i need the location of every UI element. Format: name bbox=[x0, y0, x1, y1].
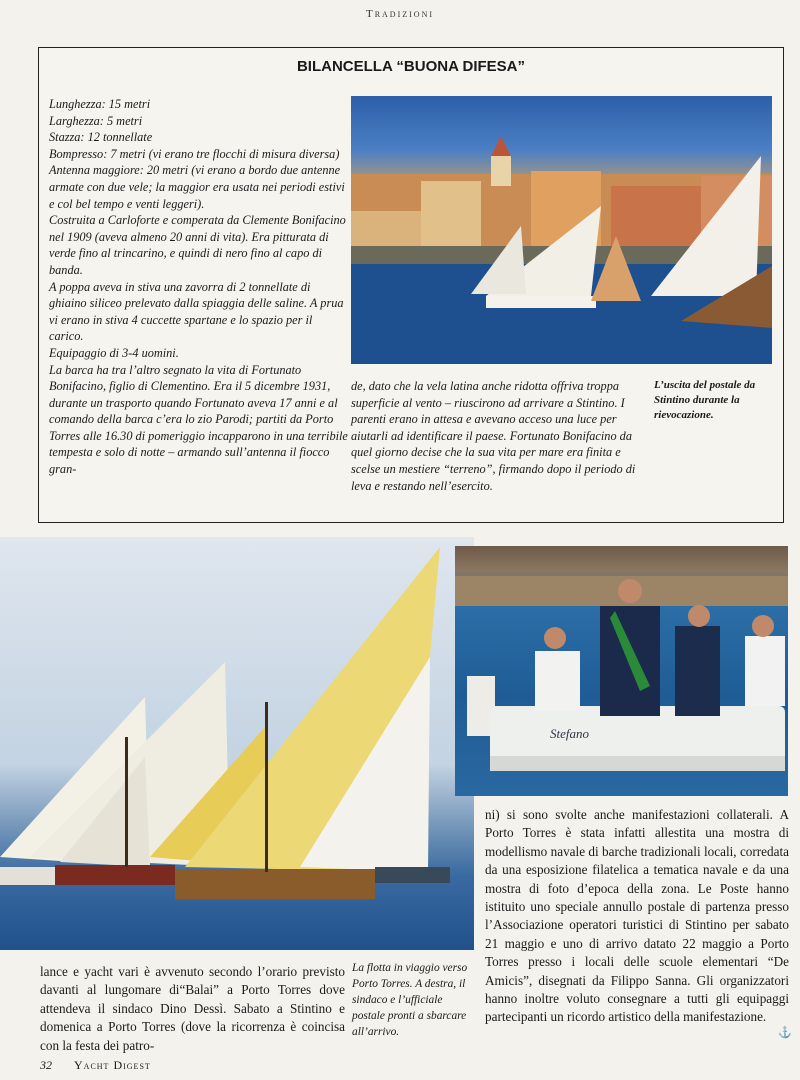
spec-list bbox=[49, 96, 349, 478]
spec-ballast: A poppa aveva in stiva una zavorra di 2 tonnellate di ghiaino siliceo prelevato dalla spiaggia delle saline. A prua vi erano in stiva 4 cuccette spartane e lo spazio per il carico. bbox=[49, 279, 344, 344]
spec-crew: Equipaggio di 3-4 uomini. bbox=[49, 345, 179, 360]
section-header: Tradizioni bbox=[365, 8, 435, 20]
anchor-icon: ⚓ bbox=[778, 1027, 792, 1039]
sidebar-story-continued: de, dato che la vela latina anche ridotta offriva troppa superficie al vento – riuscirono ad arrivare a Stintino. I parenti erano in attesa e avevano acceso una luce per aiutarli ad identificare il paese. Fortunato Bonifacino da quel giorno decise che la sua vita per mare era finita e scelse un mestiere “terreno”, firmando dopo il periodo di leva e restando nell’esercito. bbox=[351, 379, 636, 493]
page-number: 32 bbox=[40, 1058, 52, 1072]
sidebar-title: BILANCELLA “BUONA DIFESA” bbox=[296, 58, 526, 75]
article-column-left: lance e yacht vari è avvenuto secondo l’orario previsto davanti al lungomare di“Balai” a Porto Torres dove attendeva il sindaco Dino Dessì. Sabato a Stintino e domenica a Porto Torres (dove la ricorrenza è coincisa con la festa dei patro- bbox=[40, 964, 345, 1053]
photo-caption-fleet: La flotta in viaggio verso Porto Torres. A destra, il sindaco e l’ufficiale postale pronti a sbarcare all’arrivo. bbox=[352, 962, 468, 1038]
fleet-illustration bbox=[0, 537, 474, 950]
spec-bowsprit: Bompresso: 7 metri (vi erano tre flocchi di misura diversa) bbox=[49, 146, 340, 161]
spec-yard: Antenna maggiore: 20 metri (vi erano a bordo due antenne armate con due vele; la maggior era usata nei periodi estivi e col bel tempo e venti leggeri). bbox=[49, 163, 345, 211]
article-column-right: ni) si sono svolte anche manifestazioni collaterali. A Porto Torres è stata infatti allestita una mostra di modellismo navale di barche tradizionali locali, corredata da una esposizione filatelica a tematica navale e da una mostra di foto d’epoca della zona. Le Poste hanno istituito uno speciale annullo postale di partenza presso l’Associazione operatori turistici di Stintino per sabato 21 maggio e uno di arrivo datato 22 maggio a Porto Torres presso i locali delle scuole elementari “De Amicis”, disegnati da Filippo Sanna. Gli organizzatori hanno inoltre voluto consegnare a tutti gli equipaggi partecipanti un ricordo artistico della manifestazione. bbox=[485, 807, 789, 1025]
magazine-name: Yacht Digest bbox=[74, 1058, 151, 1072]
spec-tonnage: Stazza: 12 tonnellate bbox=[49, 130, 153, 145]
spec-width: Larghezza: 5 metri bbox=[49, 113, 143, 128]
spec-history: Costruita a Carloforte e comperata da Clemente Bonifacino nel 1909 (aveva almeno 20 anni di vita). Era pitturata di verde fino al trincarino, e quindi di nero fino al capo di banda. bbox=[49, 213, 346, 277]
photo-mayor-arrival bbox=[455, 546, 788, 796]
spec-sidebar-box bbox=[38, 47, 784, 523]
photo-stintino-harbor bbox=[351, 96, 772, 364]
arrival-illustration bbox=[455, 546, 788, 796]
photo-fleet-sailing bbox=[0, 537, 474, 950]
spec-story: La barca ha tra l’altro segnato la vita di Fortunato Bonifacino, figlio di Clementino. Era il 5 dicembre 1931, durante un trasporto quando Fortunato aveva 17 anni e al comando della barca c’era lo zio Parodi; partiti da Porto Torres alle 16.30 di pomeriggio incapparono in una terribile tempesta e solo di notte – armando sull’antenna il fiocco gran- bbox=[49, 362, 348, 477]
photo-caption-stintino: L’uscita del postale da Stintino durante la rievocazione. bbox=[654, 379, 756, 421]
boat-name-label: Stefano bbox=[550, 726, 589, 741]
harbor-illustration bbox=[351, 96, 772, 364]
spec-length: Lunghezza: 15 metri bbox=[49, 97, 151, 111]
